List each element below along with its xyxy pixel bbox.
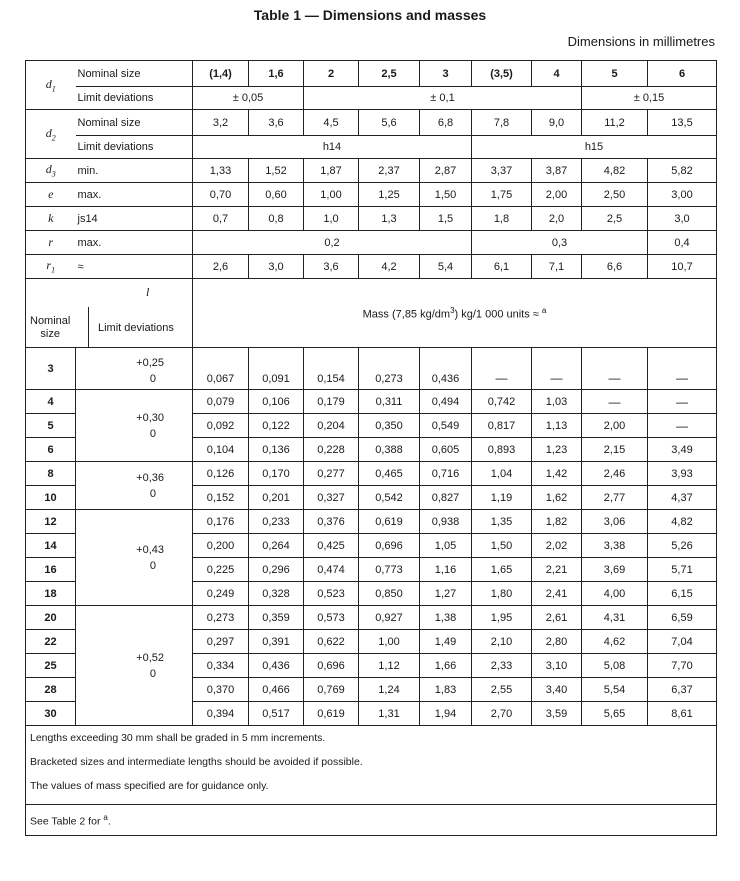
mass-value-cell: 0,619: [304, 702, 359, 726]
length-nominal-cell: 25: [26, 654, 76, 678]
mass-superscript: 3: [450, 305, 455, 315]
mass-row: [26, 390, 717, 414]
mass-value-cell: 1,16: [420, 558, 472, 582]
mass-value-cell: 2,46: [582, 462, 648, 486]
mass-value-cell: 0,170: [249, 462, 304, 486]
length-nominal-cell: 18: [26, 582, 76, 606]
symbol-subscript: 1: [51, 84, 56, 94]
value-cell: 3,0: [648, 207, 717, 231]
mass-value-cell: —: [472, 348, 532, 390]
symbol-letter: r: [48, 235, 54, 249]
mass-value-cell: 0,297: [193, 630, 249, 654]
value-cell: 1,5: [420, 207, 472, 231]
mass-value-cell: 0,388: [359, 438, 420, 462]
mass-value-cell: 0,425: [304, 534, 359, 558]
deviation-upper: +0,25: [136, 356, 164, 369]
mass-value-cell: —: [648, 390, 717, 414]
mass-value-cell: 1,62: [532, 486, 582, 510]
mass-value-cell: 0,264: [249, 534, 304, 558]
mass-label: Mass (7,85 kg/dm: [362, 308, 451, 321]
length-nominal-cell: 20: [26, 606, 76, 630]
value-cell: 0,70: [193, 183, 249, 207]
mass-value-cell: 0,104: [193, 438, 249, 462]
mass-value-cell: 0,927: [359, 606, 420, 630]
mass-value-cell: 0,394: [193, 702, 249, 726]
mass-value-cell: 0,376: [304, 510, 359, 534]
length-nominal-cell: 22: [26, 630, 76, 654]
limit-deviations-header: Limit deviations: [98, 322, 174, 334]
mass-value-cell: —: [582, 348, 648, 390]
mass-value-cell: 1,05: [420, 534, 472, 558]
row-label: js14: [76, 207, 193, 231]
nominal-size-cell: 6,8: [420, 110, 472, 136]
mass-value-cell: 0,573: [304, 606, 359, 630]
value-cell: 2,6: [193, 255, 249, 279]
mass-value-cell: 3,49: [648, 438, 717, 462]
mass-value-cell: 1,65: [472, 558, 532, 582]
mass-value-cell: 0,359: [249, 606, 304, 630]
dimension-symbol: [26, 61, 76, 110]
mass-value-cell: 5,08: [582, 654, 648, 678]
value-cell: 1,00: [304, 183, 359, 207]
mass-value-cell: 0,328: [249, 582, 304, 606]
d1-deviation-row: [26, 87, 717, 110]
mass-value-cell: 1,35: [472, 510, 532, 534]
mass-value-cell: 2,61: [532, 606, 582, 630]
mass-value-cell: 1,82: [532, 510, 582, 534]
r1-row: [26, 255, 717, 279]
mass-value-cell: 0,176: [193, 510, 249, 534]
length-nominal-cell: 8: [26, 462, 76, 486]
row-label: max.: [76, 231, 193, 255]
mass-value-cell: 0,233: [249, 510, 304, 534]
mass-value-cell: 0,350: [359, 414, 420, 438]
nominal-size-cell: 2,5: [359, 61, 420, 87]
mass-value-cell: 1,04: [472, 462, 532, 486]
mass-value-cell: 2,41: [532, 582, 582, 606]
mass-value-cell: 0,474: [304, 558, 359, 582]
d2-deviation-row: [26, 136, 717, 159]
value-cell: 0,8: [249, 207, 304, 231]
length-nominal-cell: 14: [26, 534, 76, 558]
nominal-size-cell: 3: [420, 61, 472, 87]
row-label: Nominal size: [76, 61, 193, 87]
deviation-lower: 0: [149, 487, 156, 500]
mass-value-cell: 0,091: [249, 348, 304, 390]
value-cell: 2,50: [582, 183, 648, 207]
mass-value-cell: 0,225: [193, 558, 249, 582]
mass-value-cell: 4,31: [582, 606, 648, 630]
footnote-cell: [26, 805, 717, 836]
mass-value-cell: 0,204: [304, 414, 359, 438]
mass-value-cell: 4,37: [648, 486, 717, 510]
value-cell: 2,0: [532, 207, 582, 231]
mass-value-cell: 1,49: [420, 630, 472, 654]
value-cell: 3,6: [304, 255, 359, 279]
mass-value-cell: 0,517: [249, 702, 304, 726]
length-deviation-cell: [76, 390, 193, 462]
mass-value-cell: 0,893: [472, 438, 532, 462]
mass-value-cell: 0,106: [249, 390, 304, 414]
mass-value-cell: 0,436: [420, 348, 472, 390]
length-nominal-cell: 6: [26, 438, 76, 462]
d3-row: [26, 159, 717, 183]
mass-value-cell: 5,65: [582, 702, 648, 726]
mass-value-cell: 5,71: [648, 558, 717, 582]
nominal-size-cell: 6: [648, 61, 717, 87]
row-label: ≈: [76, 255, 193, 279]
mass-value-cell: 0,079: [193, 390, 249, 414]
mass-value-cell: 2,02: [532, 534, 582, 558]
mass-value-cell: 7,04: [648, 630, 717, 654]
r-row: [26, 231, 717, 255]
table-title: Table 1 — Dimensions and masses: [253, 7, 487, 23]
mass-value-cell: 0,827: [420, 486, 472, 510]
value-cell: 3,37: [472, 159, 532, 183]
header-divider: [88, 307, 89, 347]
d2-nominal-row: [26, 110, 717, 136]
mass-value-cell: 1,50: [472, 534, 532, 558]
mass-value-cell: 3,40: [532, 678, 582, 702]
limit-deviation-cell: h14: [193, 136, 472, 159]
mass-value-cell: 0,200: [193, 534, 249, 558]
value-cell: 5,82: [648, 159, 717, 183]
symbol-letter: d: [45, 162, 52, 177]
dimension-symbol: [26, 183, 76, 207]
mass-label-cont: ) kg/1 000 units ≈: [454, 308, 542, 321]
mass-value-cell: 2,33: [472, 654, 532, 678]
value-cell: 1,25: [359, 183, 420, 207]
mass-value-cell: 0,391: [249, 630, 304, 654]
mass-value-cell: 2,10: [472, 630, 532, 654]
value-cell: 2,87: [420, 159, 472, 183]
value-cell: 3,00: [648, 183, 717, 207]
nominal-size-cell: 13,5: [648, 110, 717, 136]
nominal-size-cell: 5,6: [359, 110, 420, 136]
nominal-size-cell: 5: [582, 61, 648, 87]
footnote-marker: a: [103, 813, 108, 823]
mass-value-cell: 0,605: [420, 438, 472, 462]
row-label: min.: [76, 159, 193, 183]
mass-value-cell: 1,24: [359, 678, 420, 702]
mass-value-cell: 0,273: [193, 606, 249, 630]
mass-value-cell: 1,66: [420, 654, 472, 678]
footnote-text: See Table 2 for: [30, 815, 104, 828]
dimension-symbol: [26, 255, 76, 279]
mass-value-cell: 0,092: [193, 414, 249, 438]
mass-value-cell: —: [648, 414, 717, 438]
note-line: Lengths exceeding 30 mm shall be graded in 5 mm increments.: [30, 732, 326, 744]
mass-value-cell: 0,817: [472, 414, 532, 438]
mass-value-cell: 4,00: [582, 582, 648, 606]
value-cell: 1,52: [249, 159, 304, 183]
mass-value-cell: 7,70: [648, 654, 717, 678]
mass-value-cell: 4,82: [648, 510, 717, 534]
limit-deviation-cell: ± 0,05: [193, 87, 304, 110]
length-nominal-cell: 3: [26, 348, 76, 390]
mass-value-cell: 0,619: [359, 510, 420, 534]
value-cell: 4,2: [359, 255, 420, 279]
deviation-upper: +0,52: [136, 651, 164, 664]
notes-row: [26, 726, 717, 805]
mass-value-cell: 0,622: [304, 630, 359, 654]
mass-value-cell: 8,61: [648, 702, 717, 726]
row-label: Limit deviations: [76, 136, 193, 159]
mass-value-cell: 1,94: [420, 702, 472, 726]
nominal-size-cell: 1,6: [249, 61, 304, 87]
dimension-symbol: [26, 207, 76, 231]
mass-value-cell: 0,201: [249, 486, 304, 510]
nominal-label-line2: size: [40, 328, 60, 340]
mass-section: [26, 279, 717, 726]
note-line: Bracketed sizes and intermediate lengths should be avoided if possible.: [30, 756, 363, 768]
value-cell: 1,3: [359, 207, 420, 231]
mass-value-cell: 0,154: [304, 348, 359, 390]
mass-value-cell: 0,494: [420, 390, 472, 414]
length-nominal-cell: 12: [26, 510, 76, 534]
value-cell: 0,3: [472, 231, 648, 255]
mass-row: [26, 348, 717, 390]
value-cell: 4,82: [582, 159, 648, 183]
mass-value-cell: 0,273: [359, 348, 420, 390]
mass-value-cell: 0,465: [359, 462, 420, 486]
symbol-letter: d: [45, 76, 52, 91]
mass-value-cell: 0,696: [304, 654, 359, 678]
mass-value-cell: 1,31: [359, 702, 420, 726]
mass-value-cell: 0,370: [193, 678, 249, 702]
mass-value-cell: 0,152: [193, 486, 249, 510]
mass-value-cell: 0,327: [304, 486, 359, 510]
mass-value-cell: 0,769: [304, 678, 359, 702]
mass-value-cell: 0,523: [304, 582, 359, 606]
limit-deviation-cell: ± 0,1: [304, 87, 582, 110]
nominal-size-cell: 3,2: [193, 110, 249, 136]
value-cell: 6,6: [582, 255, 648, 279]
mass-value-cell: 0,334: [193, 654, 249, 678]
mass-value-cell: 2,55: [472, 678, 532, 702]
mass-value-cell: 1,95: [472, 606, 532, 630]
mass-value-cell: 3,10: [532, 654, 582, 678]
length-nominal-cell: 4: [26, 390, 76, 414]
mass-row: [26, 510, 717, 534]
value-cell: 0,2: [193, 231, 472, 255]
mass-value-cell: 3,59: [532, 702, 582, 726]
mass-value-cell: 3,38: [582, 534, 648, 558]
dimension-symbol: [26, 159, 76, 183]
length-deviation-cell: [76, 606, 193, 726]
symbol-subscript: 3: [51, 169, 56, 179]
deviation-lower: 0: [149, 667, 156, 680]
value-cell: 6,1: [472, 255, 532, 279]
symbol-letter: d: [45, 125, 52, 140]
nominal-size-cell: 4: [532, 61, 582, 87]
nominal-size-cell: 3,6: [249, 110, 304, 136]
value-cell: 0,7: [193, 207, 249, 231]
mass-value-cell: 0,311: [359, 390, 420, 414]
deviation-lower: 0: [149, 427, 156, 440]
nominal-size-cell: 4,5: [304, 110, 359, 136]
value-cell: 2,00: [532, 183, 582, 207]
footnote-end: .: [107, 815, 111, 828]
mass-value-cell: 0,436: [249, 654, 304, 678]
length-header: [26, 279, 193, 348]
notes-section: [26, 726, 717, 836]
length-deviation-cell: [76, 510, 193, 606]
mass-value-cell: 1,83: [420, 678, 472, 702]
value-cell: 7,1: [532, 255, 582, 279]
symbol-letter: k: [48, 211, 54, 225]
mass-value-cell: 0,136: [249, 438, 304, 462]
length-nominal-cell: 28: [26, 678, 76, 702]
mass-value-cell: 2,00: [582, 414, 648, 438]
length-symbol: l: [146, 285, 150, 299]
e-row: [26, 183, 717, 207]
notes-cell: [26, 726, 717, 805]
length-nominal-cell: 10: [26, 486, 76, 510]
length-deviation-cell: [76, 462, 193, 510]
mass-header: [193, 279, 717, 348]
d1-nominal-row: [26, 61, 717, 87]
footnote-marker: a: [541, 305, 547, 315]
value-cell: 1,0: [304, 207, 359, 231]
value-cell: 1,33: [193, 159, 249, 183]
mass-row: [26, 606, 717, 630]
mass-value-cell: 1,80: [472, 582, 532, 606]
value-cell: 1,50: [420, 183, 472, 207]
mass-value-cell: 1,23: [532, 438, 582, 462]
mass-value-cell: 0,179: [304, 390, 359, 414]
mass-value-cell: 0,277: [304, 462, 359, 486]
value-cell: 10,7: [648, 255, 717, 279]
mass-value-cell: 0,122: [249, 414, 304, 438]
mass-value-cell: 1,19: [472, 486, 532, 510]
mass-value-cell: 2,70: [472, 702, 532, 726]
mass-value-cell: 0,549: [420, 414, 472, 438]
deviation-upper: +0,43: [136, 543, 164, 556]
mass-value-cell: 0,850: [359, 582, 420, 606]
mass-header-row: [26, 279, 717, 348]
nominal-size-cell: (3,5): [472, 61, 532, 87]
units-note: Dimensions in millimetres: [567, 34, 715, 49]
mass-value-cell: 1,42: [532, 462, 582, 486]
note-line: The values of mass specified are for guidance only.: [30, 780, 269, 792]
mass-value-cell: 0,696: [359, 534, 420, 558]
nominal-label-line1: Nominal: [30, 315, 71, 327]
mass-value-cell: 4,62: [582, 630, 648, 654]
k-row: [26, 207, 717, 231]
length-nominal-cell: 16: [26, 558, 76, 582]
nominal-size-cell: 11,2: [582, 110, 648, 136]
footnote-row: [26, 805, 717, 836]
mass-value-cell: 0,938: [420, 510, 472, 534]
deviation-upper: +0,36: [136, 471, 164, 484]
value-cell: 1,87: [304, 159, 359, 183]
mass-value-cell: 0,742: [472, 390, 532, 414]
value-cell: 1,8: [472, 207, 532, 231]
nominal-size-header: [30, 315, 70, 341]
length-nominal-cell: 30: [26, 702, 76, 726]
mass-value-cell: 1,12: [359, 654, 420, 678]
row-label: max.: [76, 183, 193, 207]
mass-value-cell: 3,06: [582, 510, 648, 534]
length-deviation-cell: [76, 348, 193, 390]
value-cell: 2,5: [582, 207, 648, 231]
mass-value-cell: 0,067: [193, 348, 249, 390]
value-cell: 0,4: [648, 231, 717, 255]
mass-value-cell: 1,13: [532, 414, 582, 438]
mass-value-cell: 6,37: [648, 678, 717, 702]
mass-row: [26, 462, 717, 486]
mass-value-cell: 0,466: [249, 678, 304, 702]
mass-value-cell: 0,542: [359, 486, 420, 510]
deviation-lower: 0: [149, 559, 156, 572]
length-nominal-cell: 5: [26, 414, 76, 438]
nominal-size-cell: 7,8: [472, 110, 532, 136]
mass-value-cell: —: [582, 390, 648, 414]
mass-value-cell: 0,126: [193, 462, 249, 486]
symbol-letter: r: [46, 258, 52, 273]
mass-value-cell: 2,21: [532, 558, 582, 582]
value-cell: 5,4: [420, 255, 472, 279]
dimensions-section: [26, 61, 717, 279]
value-cell: 1,75: [472, 183, 532, 207]
limit-deviation-cell: h15: [472, 136, 717, 159]
dimension-symbol: [26, 231, 76, 255]
mass-value-cell: 3,69: [582, 558, 648, 582]
mass-value-cell: 0,228: [304, 438, 359, 462]
limit-deviation-cell: ± 0,15: [582, 87, 717, 110]
row-label: Nominal size: [76, 110, 193, 136]
dimension-symbol: [26, 110, 76, 159]
symbol-letter: e: [48, 187, 54, 201]
mass-value-cell: 1,38: [420, 606, 472, 630]
deviation-upper: +0,30: [136, 411, 164, 424]
value-cell: 0,60: [249, 183, 304, 207]
nominal-size-cell: 2: [304, 61, 359, 87]
symbol-subscript: 2: [51, 133, 56, 143]
mass-value-cell: 1,27: [420, 582, 472, 606]
mass-value-cell: 0,716: [420, 462, 472, 486]
mass-value-cell: 1,03: [532, 390, 582, 414]
mass-value-cell: —: [532, 348, 582, 390]
length-header-wrap: [26, 279, 192, 347]
mass-value-cell: 0,773: [359, 558, 420, 582]
mass-value-cell: 6,15: [648, 582, 717, 606]
mass-value-cell: 2,80: [532, 630, 582, 654]
mass-value-cell: 0,249: [193, 582, 249, 606]
mass-value-cell: 0,296: [249, 558, 304, 582]
row-label: Limit deviations: [76, 87, 193, 110]
value-cell: 3,0: [249, 255, 304, 279]
nominal-size-cell: (1,4): [193, 61, 249, 87]
mass-value-cell: 2,15: [582, 438, 648, 462]
symbol-subscript: 1: [51, 265, 56, 275]
dimensions-table: [25, 60, 717, 836]
mass-value-cell: 1,00: [359, 630, 420, 654]
value-cell: 2,37: [359, 159, 420, 183]
mass-value-cell: 6,59: [648, 606, 717, 630]
value-cell: 3,87: [532, 159, 582, 183]
deviation-lower: 0: [149, 372, 156, 385]
mass-value-cell: 2,77: [582, 486, 648, 510]
nominal-size-cell: 9,0: [532, 110, 582, 136]
mass-value-cell: —: [648, 348, 717, 390]
mass-value-cell: 3,93: [648, 462, 717, 486]
mass-value-cell: 5,54: [582, 678, 648, 702]
mass-value-cell: 5,26: [648, 534, 717, 558]
